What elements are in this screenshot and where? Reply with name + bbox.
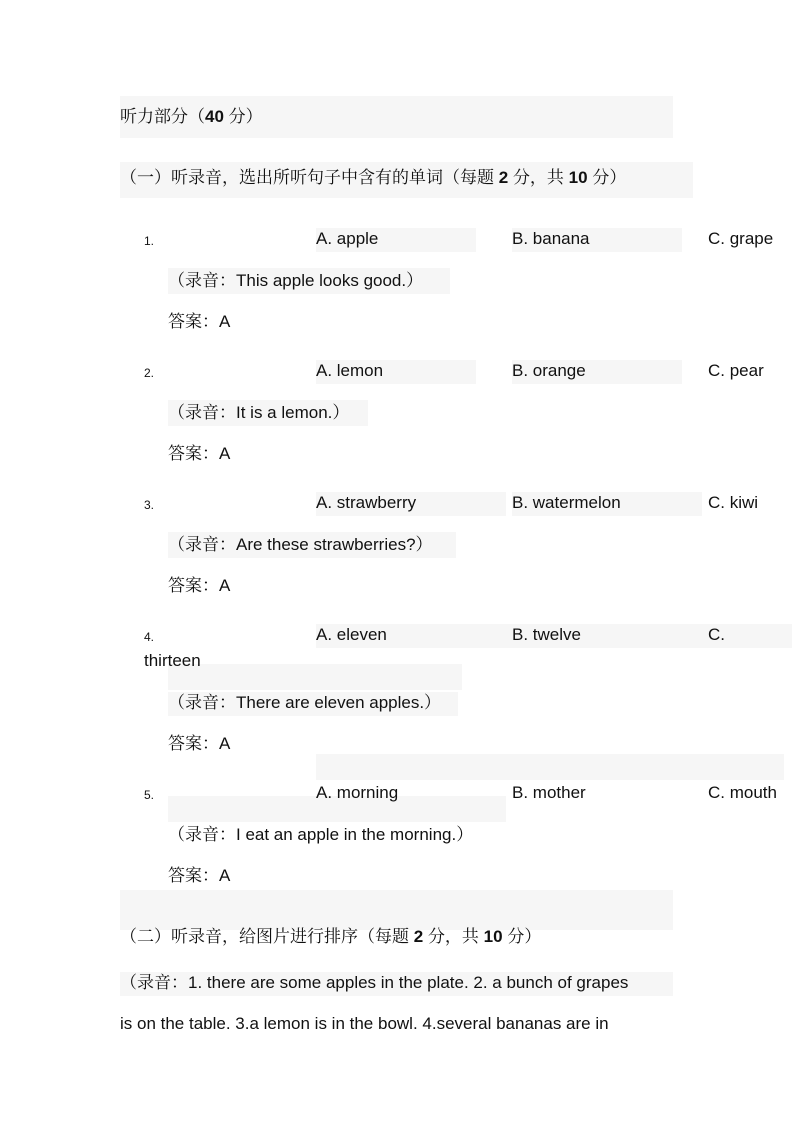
part1-total: 10 bbox=[568, 168, 588, 187]
section-title bbox=[120, 106, 263, 128]
audio-transcript: （录音：Are these strawberries?） bbox=[168, 535, 433, 554]
part2-total: 10 bbox=[483, 927, 503, 946]
option-c: C. kiwi bbox=[708, 493, 759, 512]
option-c: C. grape bbox=[708, 229, 774, 248]
audio-transcript: （录音：It is a lemon.） bbox=[168, 403, 350, 422]
part1-per-item: 2 bbox=[498, 168, 509, 187]
answer: 答案：A bbox=[168, 734, 231, 753]
option-a: A. morning bbox=[316, 783, 399, 802]
option-b: B. banana bbox=[512, 229, 590, 248]
audio-transcript: （录音：There are eleven apples.） bbox=[168, 693, 442, 712]
part2-heading-mid: 分，共 bbox=[427, 927, 479, 946]
option-c: C. mouth bbox=[708, 783, 777, 802]
part1-heading bbox=[120, 167, 626, 189]
part2-heading-pre: （二）听录音，给图片进行排序（每题 bbox=[120, 927, 409, 946]
part2-heading bbox=[120, 926, 541, 948]
audio-transcript: （录音：I eat an apple in the morning.） bbox=[168, 825, 474, 844]
option-b: B. mother bbox=[512, 783, 586, 802]
option-a: A. eleven bbox=[316, 625, 387, 644]
section-points: 40 bbox=[205, 107, 224, 126]
answer: 答案：A bbox=[168, 866, 231, 885]
question-number: 5. bbox=[144, 788, 155, 802]
part2-heading-post: 分） bbox=[507, 927, 542, 946]
question-number: 3. bbox=[144, 498, 155, 512]
answer: 答案：A bbox=[168, 576, 231, 595]
option-c: C. pear bbox=[708, 361, 764, 380]
section-title-text: 听力部分（ bbox=[120, 107, 205, 126]
part2-audio-line-2: is on the table. 3.a lemon is in the bowl. 4.several bananas are in bbox=[120, 1014, 609, 1033]
answer: 答案：A bbox=[168, 444, 231, 463]
section-title-suffix: 分） bbox=[228, 107, 263, 126]
option-a: A. lemon bbox=[316, 361, 384, 380]
option-a: A. apple bbox=[316, 229, 379, 248]
part1-heading-mid: 分，共 bbox=[512, 168, 564, 187]
audio-transcript: （录音：This apple looks good.） bbox=[168, 271, 424, 290]
option-b: B. orange bbox=[512, 361, 586, 380]
answer: 答案：A bbox=[168, 312, 231, 331]
option-c: C. bbox=[708, 625, 725, 644]
part1-heading-pre: （一）听录音，选出所听句子中含有的单词（每题 bbox=[120, 168, 494, 187]
part1-heading-post: 分） bbox=[592, 168, 627, 187]
part2-per-item: 2 bbox=[413, 927, 424, 946]
question-number: 2. bbox=[144, 366, 155, 380]
part2-audio-line-1: （录音：1. there are some apples in the plate. 2. a bunch of grapes bbox=[120, 973, 629, 992]
question-number: 1. bbox=[144, 234, 155, 248]
option-a: A. strawberry bbox=[316, 493, 417, 512]
question-number: 4. bbox=[144, 630, 155, 644]
option-c-wrap: thirteen bbox=[144, 651, 201, 670]
option-b: B. twelve bbox=[512, 625, 581, 644]
option-b: B. watermelon bbox=[512, 493, 621, 512]
